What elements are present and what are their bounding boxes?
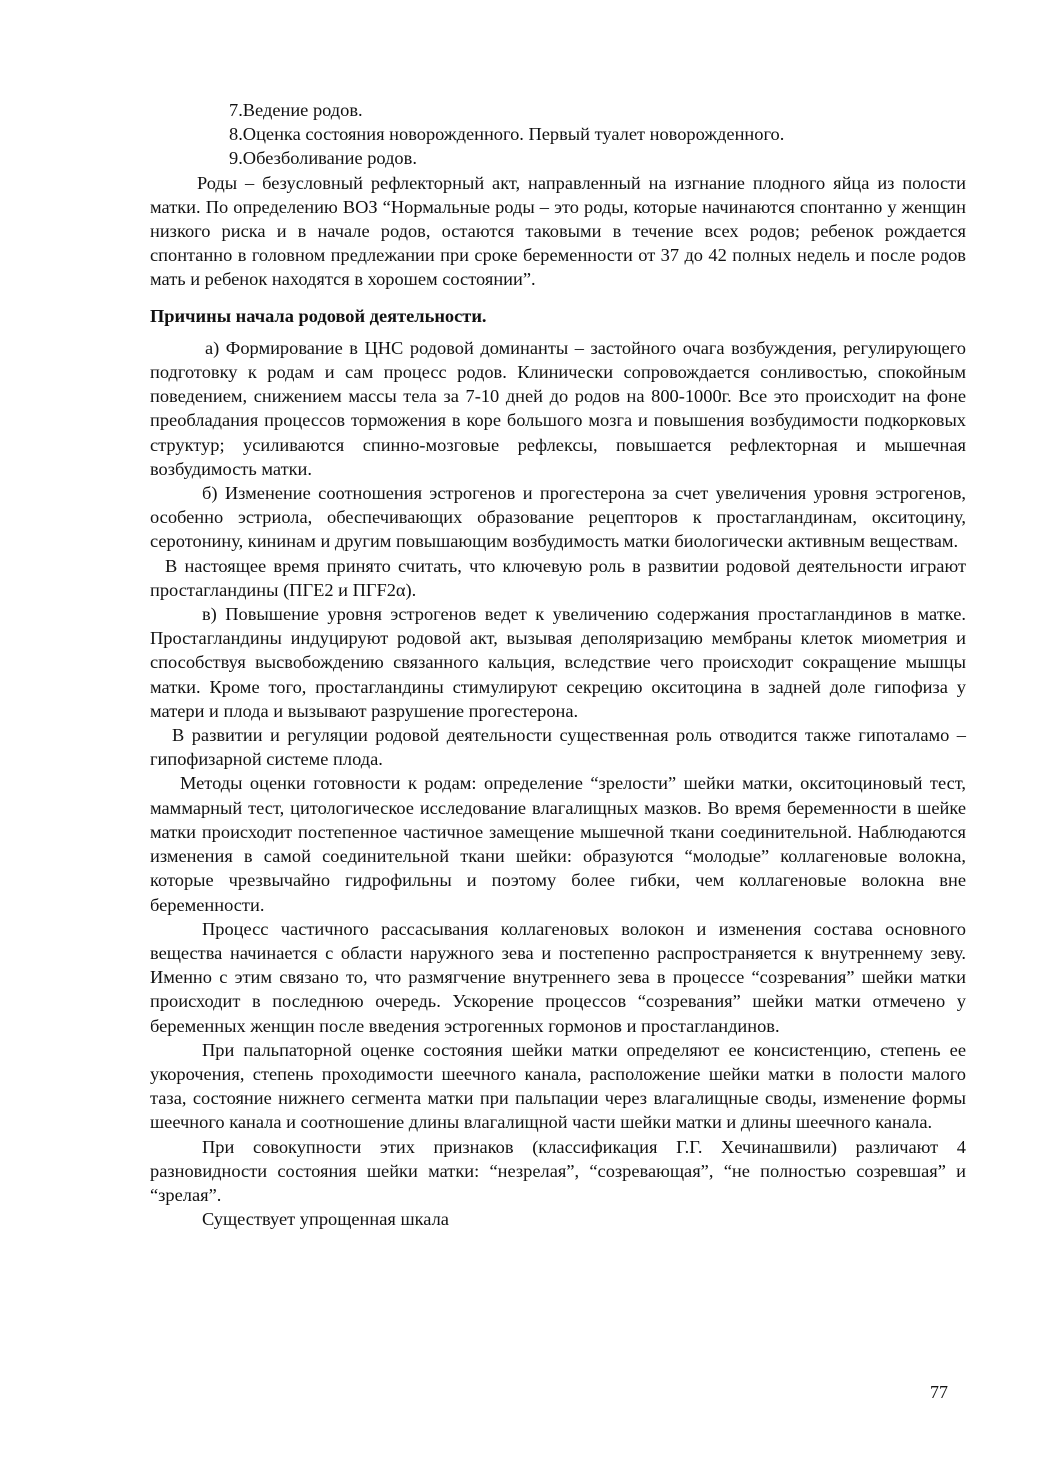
paragraph: При совокупности этих признаков (классификация Г.Г. Хечинашвили) различают 4 разновидности состояния шейки матки: “незрелая”, “созревающая”, “не полностью созревшая” и “зрелая”. (150, 1136, 966, 1205)
paragraph: В настоящее время принято считать, что ключевую роль в развитии родовой деятельности играют простагландины (ПГЕ2 и ПГF2α). (150, 555, 966, 600)
section-heading: Причины начала родовой деятельности. (150, 305, 487, 326)
intro-paragraph: Роды – безусловный рефлекторный акт, направленный на изгнание плодного яйца из полости матки. По определению ВОЗ “Нормальные роды – это роды, которые начинаются спонтанно у женщин низкого риска и в начале родов, остаются таковыми в течение всех родов; ребенок рождается спонтанно в головном предлежании при сроке беременности от 37 до 42 полных недель и после родов мать и ребенок находятся в хорошем состоянии”. (150, 172, 966, 290)
paragraph: в) Повышение уровня эстрогенов ведет к увеличению содержания простагландинов в матке. Простагландины индуцируют родовой акт, вызывая деполяризацию мембраны клеток миометрия и способствуя высвобождению связанного кальция, вследствие чего происходит сокращение мышцы матки. Кроме того, простагландины стимулируют секрецию окситоцина в задней доле гипофиза у матери и плода и вызывают разрушение прогестерона. (150, 604, 966, 721)
page-number: 77 (930, 1382, 948, 1402)
paragraph: Существует упрощенная шкала (202, 1209, 449, 1230)
list-item: 8.Оценка состояния новорожденного. Первый туалет новорожденного. (229, 124, 785, 145)
paragraph: В развитии и регуляции родовой деятельности существенная роль отводится также гипоталамо – гипофизарной системе плода. (150, 725, 966, 770)
paragraph: б) Изменение соотношения эстрогенов и прогестерона за счет увеличения уровня эстрогенов, особенно эстриола, обеспечивающих образование рецепторов к простагландинам, окситоцину, серотонину, кининам и другим повышающим возбудимость матки биологически активным веществам. (150, 483, 966, 552)
document-page (150, 98, 966, 1231)
list-item: 7.Ведение родов. (229, 100, 363, 120)
paragraph: При пальпаторной оценке состояния шейки матки определяют ее консистенцию, степень ее укорочения, степень проходимости шеечного канала, расположение шейки матки в полости малого таза, состояние нижнего сегмента матки при пальпации через влагалищные своды, изменение формы шеечного канала и соотношение длины влагалищной части шейки матки и длины шеечного канала. (150, 1039, 966, 1133)
paragraph: а) Формирование в ЦНС родовой доминанты – застойного очага возбуждения, регулирующего подготовку к родам и сам процесс родов. Клинически сопровождается сонливостью, спокойным поведением, снижением массы тела за 7-10 дней до родов на 800-1000г. Все это происходит на фоне преобладания процессов торможения в коре большого мозга и повышения возбудимости подкорковых структур; усиливаются спинно-мозговые рефлексы, повышается рефлекторная и мышечная возбудимость матки. (150, 337, 966, 479)
paragraph: Процесс частичного рассасывания коллагеновых волокон и изменения состава основного вещества начинается с области наружного зева и постепенно распространяется к внутреннему зеву. Именно с этим связано то, что размягчение внутреннего зева в процессе “созревания” шейки матки происходит в последнюю очередь. Ускорение процессов “созревания” шейки матки отмечено у беременных женщин после введения эстрогенных гормонов и простагландинов. (150, 918, 966, 1036)
list-item: 9.Обезболивание родов. (229, 148, 417, 169)
paragraph: Методы оценки готовности к родам: определение “зрелости” шейки матки, окситоциновый тест, маммарный тест, цитологическое исследование влагалищных мазков. Во время беременности в шейке матки происходит постепенное частичное замещение мышечной ткани соединительной. Наблюдаются изменения в самой соединительной ткани шейки: образуются “молодые” коллагеновые волокна, которые чрезвычайно гидрофильны и поэтому более гибки, чем коллагеновые волокна вне беременности. (150, 773, 966, 915)
